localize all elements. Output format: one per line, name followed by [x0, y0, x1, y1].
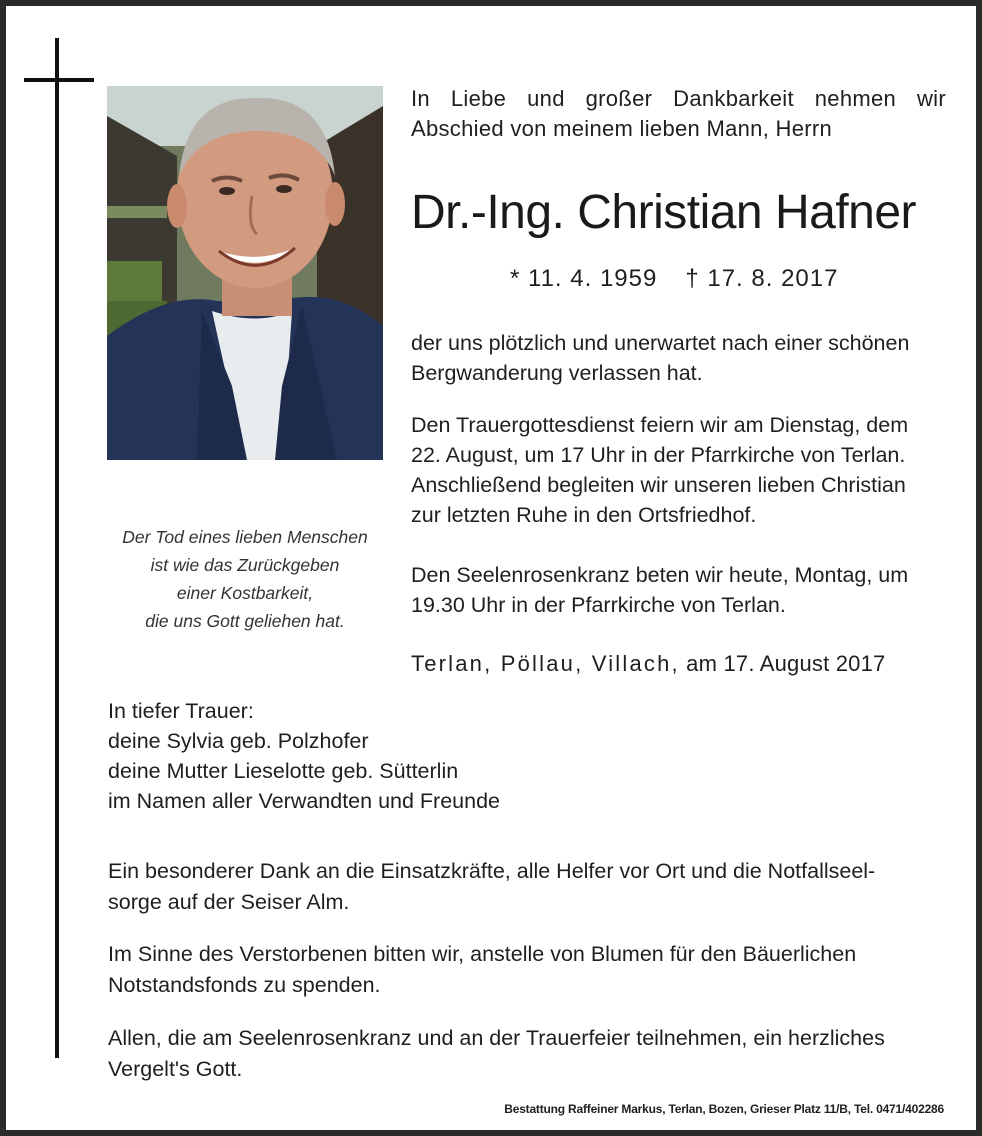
gratitude-paragraph — [108, 1023, 946, 1085]
quote-line: einer Kostbarkeit, — [176, 583, 314, 603]
paragraph-line: der uns plötzlich und unerwartet nach einer schönen — [411, 331, 910, 355]
paragraph-funeral — [411, 410, 946, 530]
place: Terlan, Pöllau, Villach, — [411, 651, 680, 676]
mourner-line: deine Sylvia geb. Polzhofer — [108, 729, 369, 753]
thanks-line: Allen, die am Seelenrosenkranz und an der Trauerfeier teilnehmen, ein herzliches — [108, 1026, 885, 1050]
cross-icon-bar — [24, 78, 94, 82]
quote-line: die uns Gott geliehen hat. — [145, 611, 345, 631]
paragraph-rosary — [411, 560, 946, 620]
mourner-line: In tiefer Trauer: — [108, 699, 254, 723]
paragraph-circumstances — [411, 328, 946, 388]
quote — [100, 523, 390, 635]
funeral-home-footer: Bestattung Raffeiner Markus, Terlan, Bozen, Grieser Platz 11/B, Tel. 0471/402286 — [504, 1102, 944, 1116]
intro-line: In Liebe und großer Dankbarkeit nehmen wir — [411, 86, 946, 111]
quote-line: ist wie das Zurückgeben — [150, 555, 340, 575]
date: am 17. August 2017 — [686, 651, 886, 676]
paragraph-line: zur letzten Ruhe in den Ortsfriedhof. — [411, 503, 757, 527]
quote-line: Der Tod eines lieben Menschen — [122, 527, 368, 547]
cross-icon — [55, 38, 59, 1058]
mourners — [108, 696, 500, 816]
thanks-line: sorge auf der Seiser Alm. — [108, 890, 350, 914]
donation-paragraph — [108, 939, 946, 1001]
paragraph-line: Anschließend begleiten wir unseren lieben Christian — [411, 473, 906, 497]
thanks-line: Ein besonderer Dank an die Einsatzkräfte, alle Helfer vor Ort und die Notfallseel- — [108, 859, 876, 883]
paragraph-line: Den Seelenrosenkranz beten wir heute, Montag, um — [411, 563, 909, 587]
paragraph-line: Den Trauergottesdienst feiern wir am Dienstag, dem — [411, 413, 909, 437]
portrait-photo — [107, 86, 383, 460]
thanks-line: Vergelt's Gott. — [108, 1057, 243, 1081]
death-date: † 17. 8. 2017 — [685, 265, 839, 292]
birth-date: * 11. 4. 1959 — [510, 265, 658, 292]
thanks-paragraph — [108, 856, 946, 918]
mourner-line: deine Mutter Lieselotte geb. Sütterlin — [108, 759, 459, 783]
thanks-line: Notstandsfonds zu spenden. — [108, 973, 381, 997]
place-date — [411, 648, 946, 680]
life-dates — [510, 262, 838, 296]
deceased-name: Dr.-Ing. Christian Hafner — [411, 186, 917, 239]
paragraph-line: 22. August, um 17 Uhr in der Pfarrkirche von Terlan. — [411, 443, 906, 467]
paragraph-line: 19.30 Uhr in der Pfarrkirche von Terlan. — [411, 593, 786, 617]
paragraph-line: Bergwanderung verlassen hat. — [411, 361, 703, 385]
thanks-line: Im Sinne des Verstorbenen bitten wir, anstelle von Blumen für den Bäuerlichen — [108, 942, 857, 966]
intro-line: Abschied von meinem lieben Mann, Herrn — [411, 116, 833, 141]
intro-text — [411, 84, 946, 144]
mourner-line: im Namen aller Verwandten und Freunde — [108, 789, 500, 813]
